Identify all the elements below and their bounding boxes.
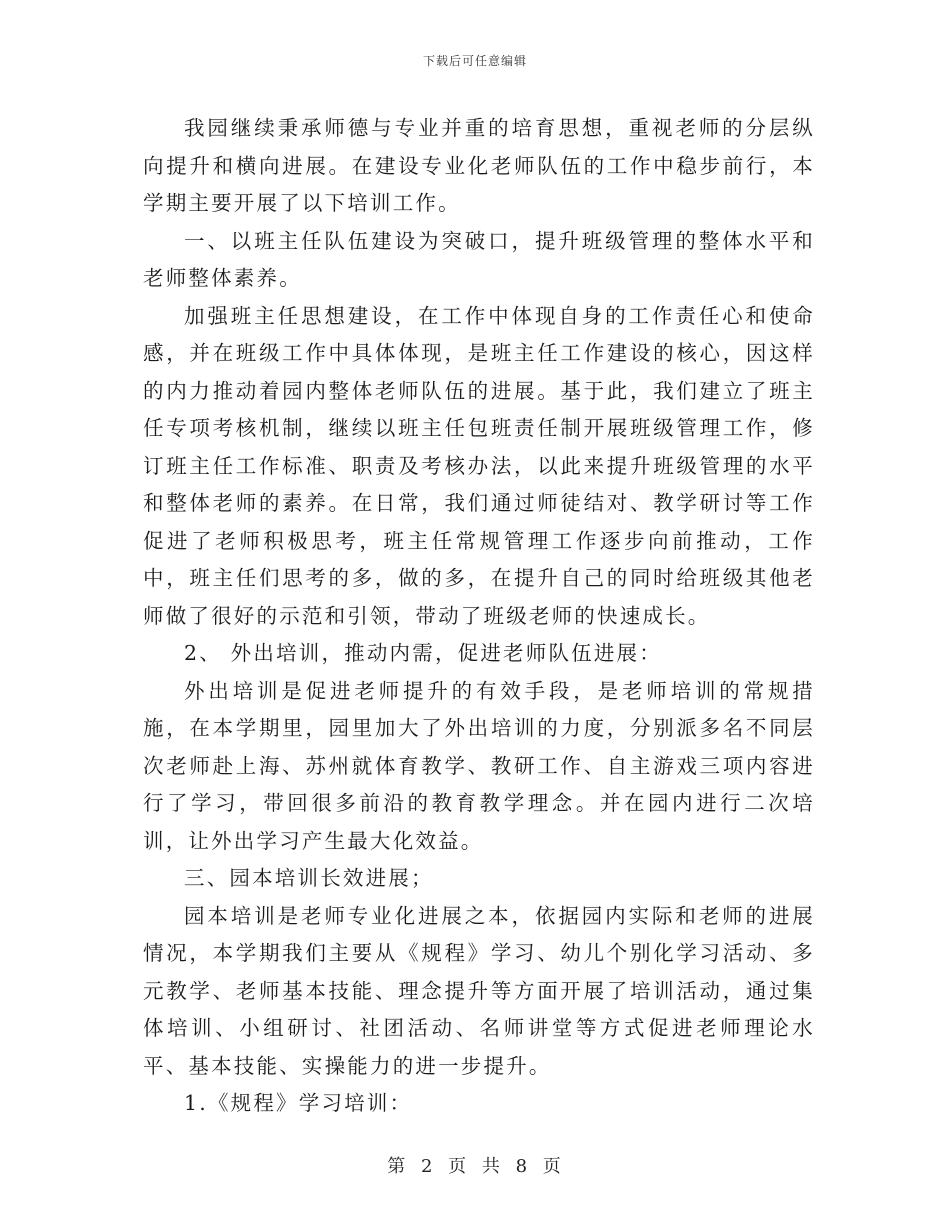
heading-section-2: 2、 外出培训，推动内需，促进老师队伍进展： [184,641,662,665]
page-header: 下载后可任意编辑 [422,54,527,68]
paragraph-intro: 我园继续秉承师德与专业并重的培育思想，重视老师的分层纵向提升和横向进展。在建设专业化老师队伍的工作中稳步前行，本学期主要开展了以下培训工作。 [143,116,815,215]
heading-section-3: 三、园本培训长效进展； [184,866,434,890]
page-number: 第 2 页 共 8 页 [387,1156,563,1177]
heading-subsection-1: 1.《规程》学习培训： [184,1091,413,1115]
heading-section-1: 一、以班主任队伍建设为突破口，提升班级管理的整体水平和老师整体素养。 [143,228,815,290]
paragraph-section-3: 园本培训是老师专业化进展之本，依据园内实际和老师的进展情况，本学期我们主要从《规程》学习、幼儿个别化学习活动、多元教学、老师基本技能、理念提升等方面开展了培训活动，通过集体培训、小组研讨、社团活动、名师讲堂等方式促进老师理论水平、基本技能、实操能力的进一步提升。 [143,903,815,1078]
paragraph-section-2: 外出培训是促进老师提升的有效手段，是老师培训的常规措施，在本学期里，园里加大了外出培训的力度，分别派多名不同层次老师赴上海、苏州就体育教学、教研工作、自主游戏三项内容进行了学习，带回很多前沿的教育教学理念。并在园内进行二次培训，让外出学习产生最大化效益。 [143,678,815,853]
document-body [143,110,815,1123]
paragraph-section-1: 加强班主任思想建设，在工作中体现自身的工作责任心和使命感，并在班级工作中具体体现，是班主任工作建设的核心，因这样的内力推动着园内整体老师队伍的进展。基于此，我们建立了班主任专项考核机制，继续以班主任包班责任制开展班级管理工作，修订班主任工作标准、职责及考核办法，以此来提升班级管理的水平和整体老师的素养。在日常，我们通过师徒结对、教学研讨等工作促进了老师积极思考，班主任常规管理工作逐步向前推动，工作中，班主任们思考的多，做的多，在提升自己的同时给班级其他老师做了很好的示范和引领，带动了班级老师的快速成长。 [143,303,815,628]
